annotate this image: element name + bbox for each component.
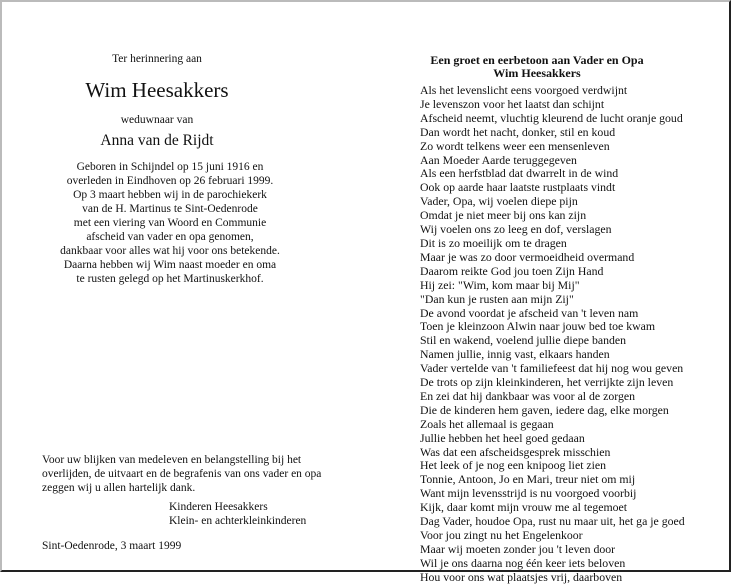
poem-line: Afscheid neemt, vluchtig kleurend de lucht oranje goud [420,110,683,125]
left-page [42,2,342,570]
poem-line: "Dan kun je rusten aan mijn Zij" [420,291,574,306]
bio-line: Op 3 maart hebben wij in de parochiekerk [73,189,267,201]
bio-line: dankbaar voor alles wat hij voor ons betekende. [60,245,280,257]
poem-line: Je levenszon voor het laatst dan schijnt [420,96,605,111]
poem-line: Zoals het allemaal is gegaan [420,416,554,431]
poem [420,84,685,585]
thanks-line: Voor uw blijken van medeleven en belangstelling bij het [42,454,302,466]
poem-line: Ook op aarde haar laatste rustplaats vindt [420,180,616,195]
poem-line: Stil en wakend, voelend jullie diepe banden [420,333,627,348]
family-line: Kinderen Heesakkers [169,501,268,513]
poem-line: Hij zei: "Wim, kom maar bij Mij" [420,277,580,292]
poem-line: De trots op zijn kleinkinderen, het verrijkte zijn leven [420,375,674,390]
poem-line: Zo wordt telkens weer een mensenleven [420,138,610,153]
right-page [407,2,717,584]
bio-line: Geboren in Schijndel op 15 juni 1916 en [76,161,264,173]
family-signature [169,500,306,528]
bio-line: overleden in Eindhoven op 26 februari 1999. [66,175,274,187]
poem-title-line: Wim Heesakkers [493,66,581,80]
poem-line: Daarom reikte God jou toen Zijn Hand [420,263,604,278]
poem-title-line: Een groet en eerbetoon aan Vader en Opa [430,53,644,67]
thank-you-note [42,453,339,495]
poem-line: Omdat je niet meer bij ons kan zijn [420,208,587,223]
place-and-date: Sint-Oedenrode, 3 maart 1999 [42,540,182,552]
poem-line: Dag Vader, houdoe Opa, rust nu maar uit, het ga je goed [420,514,685,529]
bio-line: van de H. Martinus te Sint-Oedenrode [82,203,258,215]
deceased-name: Wim Heesakkers [85,78,229,102]
bio-line: afscheid van vader en opa genomen, [86,231,254,243]
poem-line: Als een herfstblad dat dwarrelt in de wind [420,166,619,181]
poem-line: Toen je kleinzoon Alwin naar jouw bed toe kwam [420,319,656,334]
poem-line: De avond voordat je afscheid van 't leven nam [420,305,639,320]
bio-line: Daarna hebben wij Wim naast moeder en oma [63,259,277,271]
poem-line: Jullie hebben het heel goed gedaan [420,430,585,445]
poem-line: Dit is zo moeilijk om te dragen [420,235,567,250]
poem-line: Was dat een afscheidsgesprek misschien [420,444,611,459]
thanks-line: zeggen wij u allen hartelijk dank. [42,482,196,494]
poem-line: Voor jou zingt nu het Engelenkoor [420,528,583,542]
family-line: Klein- en achterkleinkinderen [169,515,307,527]
biography [42,160,298,286]
poem-line: Wij voelen ons zo leeg en dof, verslagen [420,222,612,237]
spouse-name: Anna van de Rijdt [100,132,214,149]
poem-line: Als het levenslicht eens voorgoed verdwijnt [420,83,628,97]
poem-title [407,54,667,80]
poem-line: Die de kinderen hem gaven, iedere dag, elke morgen [420,402,669,417]
poem-line: Namen jullie, innig vast, elkaars handen [420,347,610,362]
thanks-line: overlijden, de uitvaart en de begrafenis van ons vader en opa [42,468,322,480]
poem-line: Vader, Opa, wij voelen diepe pijn [420,194,578,209]
poem-line: Wil je ons daarna nog één keer iets beloven [420,555,626,570]
widower-of-text: weduwnaar van [120,114,194,126]
poem-line: En zei dat hij dankbaar was voor al de zorgen [420,388,635,403]
poem-line: Want mijn levensstrijd is nu voorgoed voorbij [420,486,637,501]
poem-line: Vader vertelde van 't familiefeest dat hij nog wou geven [420,361,684,376]
intro-text: Ter herinnering aan [112,53,202,65]
poem-line: Kijk, daar komt mijn vrouw me al tegemoet [420,500,628,515]
poem-line: Maar je was zo door vermoeidheid overmand [420,249,635,264]
bio-line: te rusten gelegd op het Martinuskerkhof. [76,273,264,285]
bio-line: met een viering van Woord en Communie [73,217,267,229]
poem-line: Het leek of je nog een knipoog liet zien [420,458,607,473]
poem-line: Hou voor ons wat plaatsjes vrij, daarboven [420,569,623,584]
poem-line: Tonnie, Antoon, Jo en Mari, treur niet om mij [420,472,636,487]
poem-line: Dan wordt het nacht, donker, stil en koud [420,124,616,139]
poem-line: Aan Moeder Aarde teruggegeven [420,152,577,167]
poem-line: Maar wij moeten zonder jou 't leven door [420,541,616,556]
